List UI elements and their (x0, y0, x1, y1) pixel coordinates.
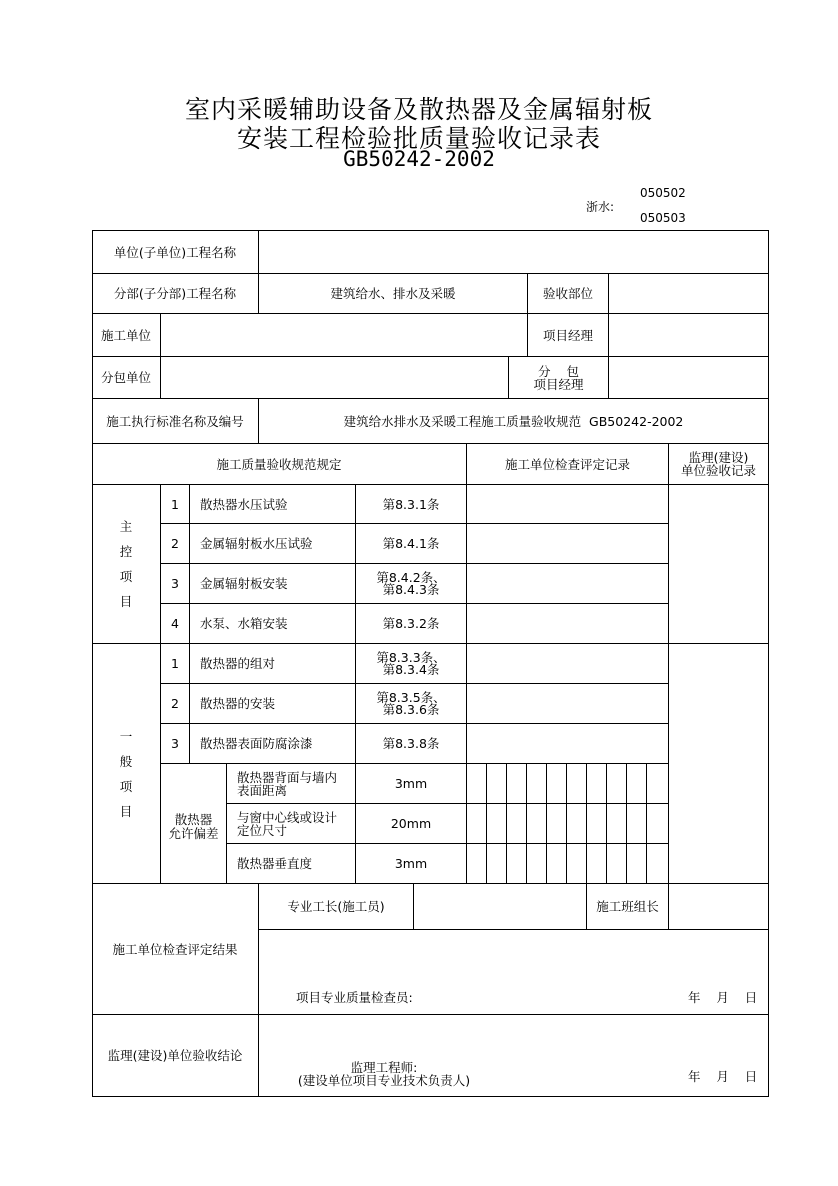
main-item-name: 水泵、水箱安装 (200, 616, 288, 631)
doc-code-1: 050502 (640, 186, 686, 200)
team-leader-value[interactable] (669, 884, 768, 929)
project-manager-value[interactable] (609, 314, 768, 356)
foreman-label: 专业工长(施工员) (287, 899, 385, 914)
main-item-clause: 第8.3.1条 (382, 496, 440, 512)
general-item-no: 3 (171, 736, 179, 751)
standard-value: 建筑给水排水及采暖工程施工质量验收规范 GB50242-2002 (343, 413, 684, 429)
general-item-no: 2 (171, 696, 179, 711)
supervisor-record-header-line2: 单位验收记录 (680, 463, 756, 478)
main-item-name: 金属辐射板水压试验 (200, 536, 313, 551)
general-char: 一 (119, 729, 133, 744)
foreman-value[interactable] (414, 884, 586, 929)
doc-code-prefix: 浙水: (586, 200, 615, 214)
doc-code-2: 050503 (640, 211, 686, 225)
supervisor-conclusion-label: 监理(建设)单位验收结论 (107, 1048, 243, 1063)
main-control-char: 主 (119, 519, 133, 534)
sub-manager-value[interactable] (609, 357, 768, 398)
sub-manager-label (509, 357, 608, 398)
subcontractor-value[interactable] (161, 357, 508, 398)
general-char: 目 (119, 804, 133, 819)
general-item-no: 1 (171, 656, 179, 671)
main-item-no: 4 (171, 616, 179, 631)
main-item-clause: 第8.4.2条、 第8.4.3条 (376, 569, 446, 597)
main-control-char: 目 (119, 594, 133, 609)
general-item-name: 散热器表面防腐涂漆 (200, 736, 313, 751)
title-line-2: 安装工程检验批质量验收记录表 (236, 124, 601, 153)
date-label-2: 年 月 日 (688, 1068, 758, 1084)
sub-manager-label-line2: 项目经理 (533, 376, 584, 392)
main-item-no: 2 (171, 536, 179, 551)
main-control-char: 项 (119, 569, 133, 584)
general-item-clause: 第8.3.8条 (382, 736, 440, 751)
tolerance-value: 3mm (394, 776, 428, 791)
supervisor-record-header (669, 444, 768, 484)
main-item-clause: 第8.3.2条 (382, 616, 440, 631)
general-item-clause: 第8.3.3条、 第8.3.4条 (376, 649, 446, 677)
unit-project-label: 单位(子单位)工程名称 (113, 244, 237, 260)
main-item-no: 1 (171, 496, 179, 512)
tolerance-name: 散热器背面与墙内 表面距离 (237, 769, 338, 798)
inspect-part-label: 验收部位 (542, 286, 593, 301)
sub-project-label: 分部(子分部)工程名称 (113, 286, 237, 301)
standard-label: 施工执行标准名称及编号 (106, 413, 244, 429)
spec-column-header: 施工质量验收规范规定 (216, 456, 342, 472)
title-line-1: 室内采暖辅助设备及散热器及金属辐射板 (184, 95, 653, 124)
contractor-record-header: 施工单位检查评定记录 (504, 456, 630, 472)
title-standard-code: GB50242-2002 (343, 147, 495, 171)
tolerance-label: 散热器 允许偏差 (168, 811, 219, 841)
general-item-name: 散热器的组对 (200, 656, 276, 671)
owner-rep-label: (建设单位项目专业技术负责人) (297, 1073, 471, 1088)
general-item-name: 散热器的安装 (200, 696, 276, 711)
general-item-clause: 第8.3.5条、 第8.3.6条 (376, 689, 446, 717)
qc-inspector-label: 项目专业质量检查员: (296, 989, 413, 1005)
contractor-label: 施工单位 (100, 327, 151, 343)
contractor-value[interactable] (161, 314, 527, 356)
inspect-part-value[interactable] (609, 274, 768, 313)
supervisor-engineer-label: 监理工程师: (350, 1060, 418, 1075)
general-label (92, 644, 160, 883)
supervisor-record-header-line1: 监理(建设) (688, 450, 749, 465)
sub-manager-label-line1: 分 包 (538, 363, 579, 379)
main-control-label (92, 485, 160, 643)
subcontractor-label: 分包单位 (100, 370, 151, 385)
contractor-result-label: 施工单位检查评定结果 (112, 941, 238, 957)
date-label: 年 月 日 (688, 989, 758, 1005)
main-item-no: 3 (171, 576, 179, 591)
tolerance-value: 20mm (390, 816, 432, 831)
supervisor-signature-block (259, 1058, 509, 1090)
general-char: 项 (119, 779, 133, 794)
main-item-name: 金属辐射板安装 (200, 576, 288, 591)
tolerance-name: 散热器垂直度 (237, 856, 313, 871)
team-leader-label: 施工班组长 (596, 899, 659, 914)
tolerance-value: 3mm (394, 856, 428, 871)
main-control-char: 控 (119, 544, 133, 559)
project-manager-label: 项目经理 (542, 327, 593, 343)
tolerance-name: 与窗中心线或设计 定位尺寸 (237, 809, 338, 838)
main-item-name: 散热器水压试验 (200, 496, 288, 512)
sub-project-value[interactable]: 建筑给水、排水及采暖 (330, 286, 456, 301)
unit-project-value[interactable] (259, 231, 768, 273)
general-char: 般 (119, 754, 133, 769)
main-item-clause: 第8.4.1条 (382, 536, 440, 551)
